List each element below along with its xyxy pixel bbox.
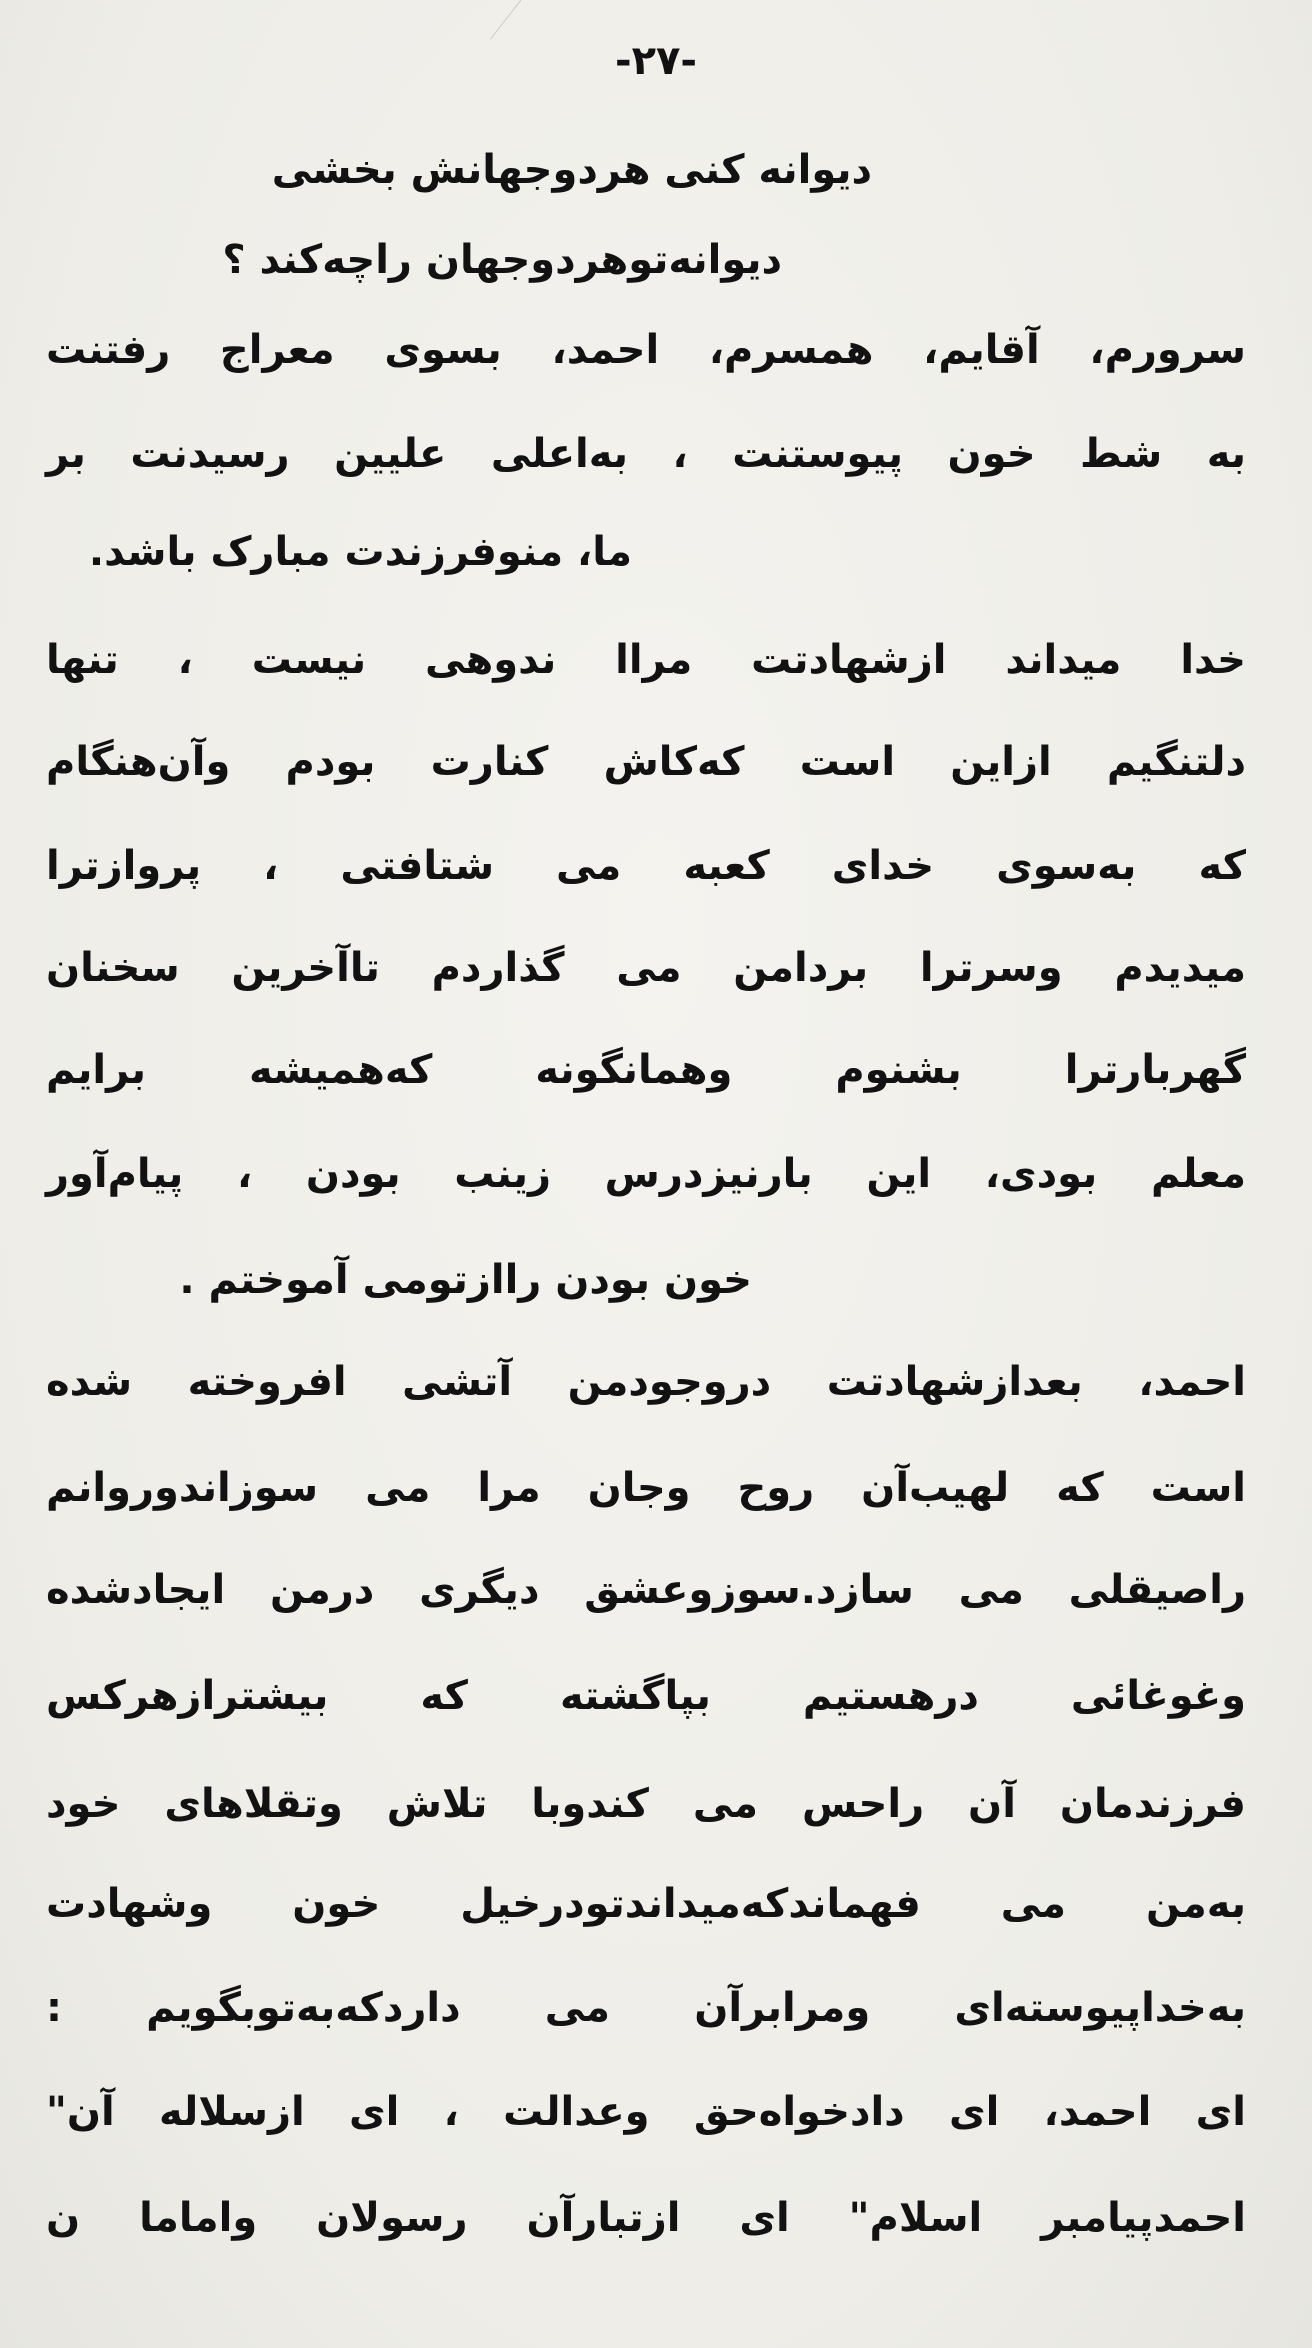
text-line-13: احمد، بعدازشهادتت درو‌جودمن آتشی افروخته شده <box>46 1359 1246 1405</box>
text-line-2: دیوانه‌توهردوجهان راچه‌کند ؟ <box>222 237 782 283</box>
text-line-10: گهربارترا بشنوم وهمانگونه که‌همیشه برایم <box>46 1047 1246 1093</box>
text-line-7: دلتنگیم ازاین است که‌کاش کنارت بودم وآن‌هنگام <box>46 739 1246 785</box>
text-line-15: راصیقلی می سازد.سوزوعشق دیگری درمن ایجادشده <box>46 1567 1246 1613</box>
text-line-8: که به‌سوی خدای کعبه می شتافتی ، پروازترا <box>46 843 1246 889</box>
text-line-11: معلم بودی، این بارنیزدرس زینب بودن ، پیام‌آور <box>46 1151 1246 1197</box>
text-line-21: احمدپیامبر اسلام" ای ازتبارآن رسولان واماما ن <box>46 2195 1246 2241</box>
text-line-16: وغوغائی درهستیم بپاگشته که بیشترازهرکس <box>46 1673 1246 1719</box>
page-number: -۲۷- <box>614 38 698 84</box>
text-line-1: دیوانه کنی هردوجهانش بخشی <box>271 147 872 193</box>
text-line-6: خدا میداند ازشهادتت مراا ندوهی نیست ، تنها <box>46 637 1246 683</box>
text-line-3: سرورم، آقایم، همسرم، احمد، بسوی معراج رفتنت <box>46 327 1246 373</box>
text-line-14: است که لهیب‌آن روح وجان مرا می سوزاندوروانم <box>46 1465 1246 1511</box>
text-line-5: ما، منوفرزندت مبارک باشد. <box>88 529 632 575</box>
text-line-19: به‌خداپیوسته‌ای ومرابرآن می داردکه‌به‌توبگویم : <box>46 1985 1246 2031</box>
text-line-20: ای احمد، ای دادخواه‌حق وعدالت ، ای ازسلاله آن" <box>46 2089 1246 2135</box>
text-line-4: به شط خون پیوستنت ، به‌اعلی علیین رسیدنت بر <box>46 431 1246 477</box>
text-line-18: به‌من می فهماندکه‌میداندتودرخیل خون وشهادت <box>46 1881 1246 1927</box>
text-line-12: خون بودن راازتومی آموختم . <box>179 1257 752 1303</box>
text-line-9: میدیدم وسرترا بردامن می گذاردم تاآخرین سخنان <box>46 945 1246 991</box>
text-line-17: فرزندمان آن راحس می کندوبا تلاش وتقلاهای خود <box>46 1781 1246 1827</box>
